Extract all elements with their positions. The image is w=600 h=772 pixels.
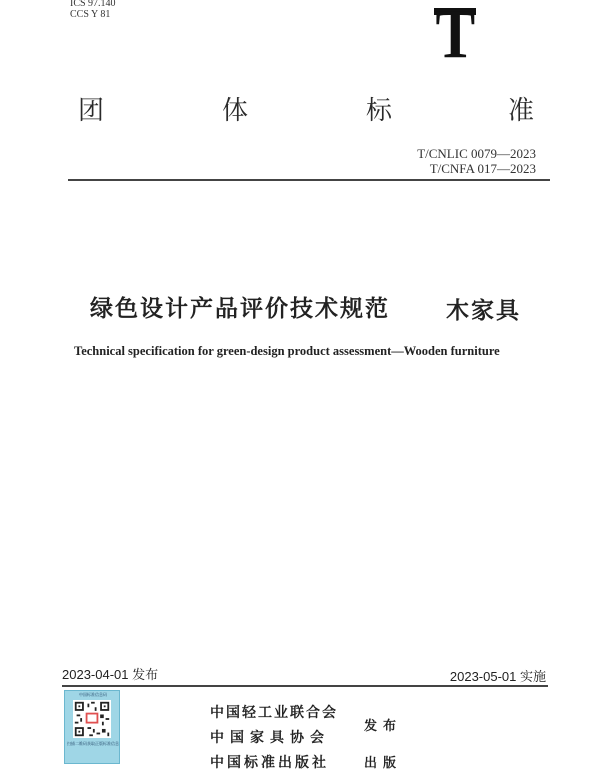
- qr-sticker: [64, 690, 120, 764]
- title-chinese-subject: 木家具: [446, 298, 521, 324]
- standard-type-char-1: 团: [78, 96, 106, 126]
- standard-logo: T: [435, 0, 476, 73]
- ccs-code: CCS Y 81: [70, 9, 111, 20]
- title-english: Technical specification for green-design product assessment—Wooden furniture: [74, 344, 500, 358]
- classification-codes: [70, 0, 116, 20]
- ics-code: ICS 97.140: [70, 0, 116, 9]
- qr-footer: 扫描二维码获取正版标准信息: [67, 741, 119, 746]
- publish-action: 出版: [364, 756, 403, 771]
- publisher-org-1: 中国轻工业联合会: [210, 705, 338, 721]
- issue-action: 发布: [364, 719, 403, 734]
- qr-code-icon: [73, 700, 111, 738]
- standard-number-secondary: T/CNFA 017—2023: [429, 161, 536, 176]
- header-divider: [68, 179, 550, 181]
- standard-number-primary: T/CNLIC 0079—2023: [417, 146, 536, 161]
- standard-type-char-2: 体: [222, 96, 250, 126]
- standard-type-char-4: 准: [508, 96, 536, 126]
- title-chinese: 绿色设计产品评价技术规范: [90, 296, 390, 322]
- qr-header: 中国标准信息码: [79, 692, 107, 697]
- issue-date: 2023-04-01 发布: [62, 667, 159, 682]
- publisher-org-3: 中国标准出版社: [210, 755, 329, 771]
- footer-divider: [62, 685, 548, 687]
- standard-type-char-3: 标: [366, 96, 394, 126]
- publisher-org-2: 中国家具协会: [210, 730, 330, 746]
- standard-numbers: [417, 146, 536, 176]
- implementation-date: 2023-05-01 实施: [449, 669, 546, 684]
